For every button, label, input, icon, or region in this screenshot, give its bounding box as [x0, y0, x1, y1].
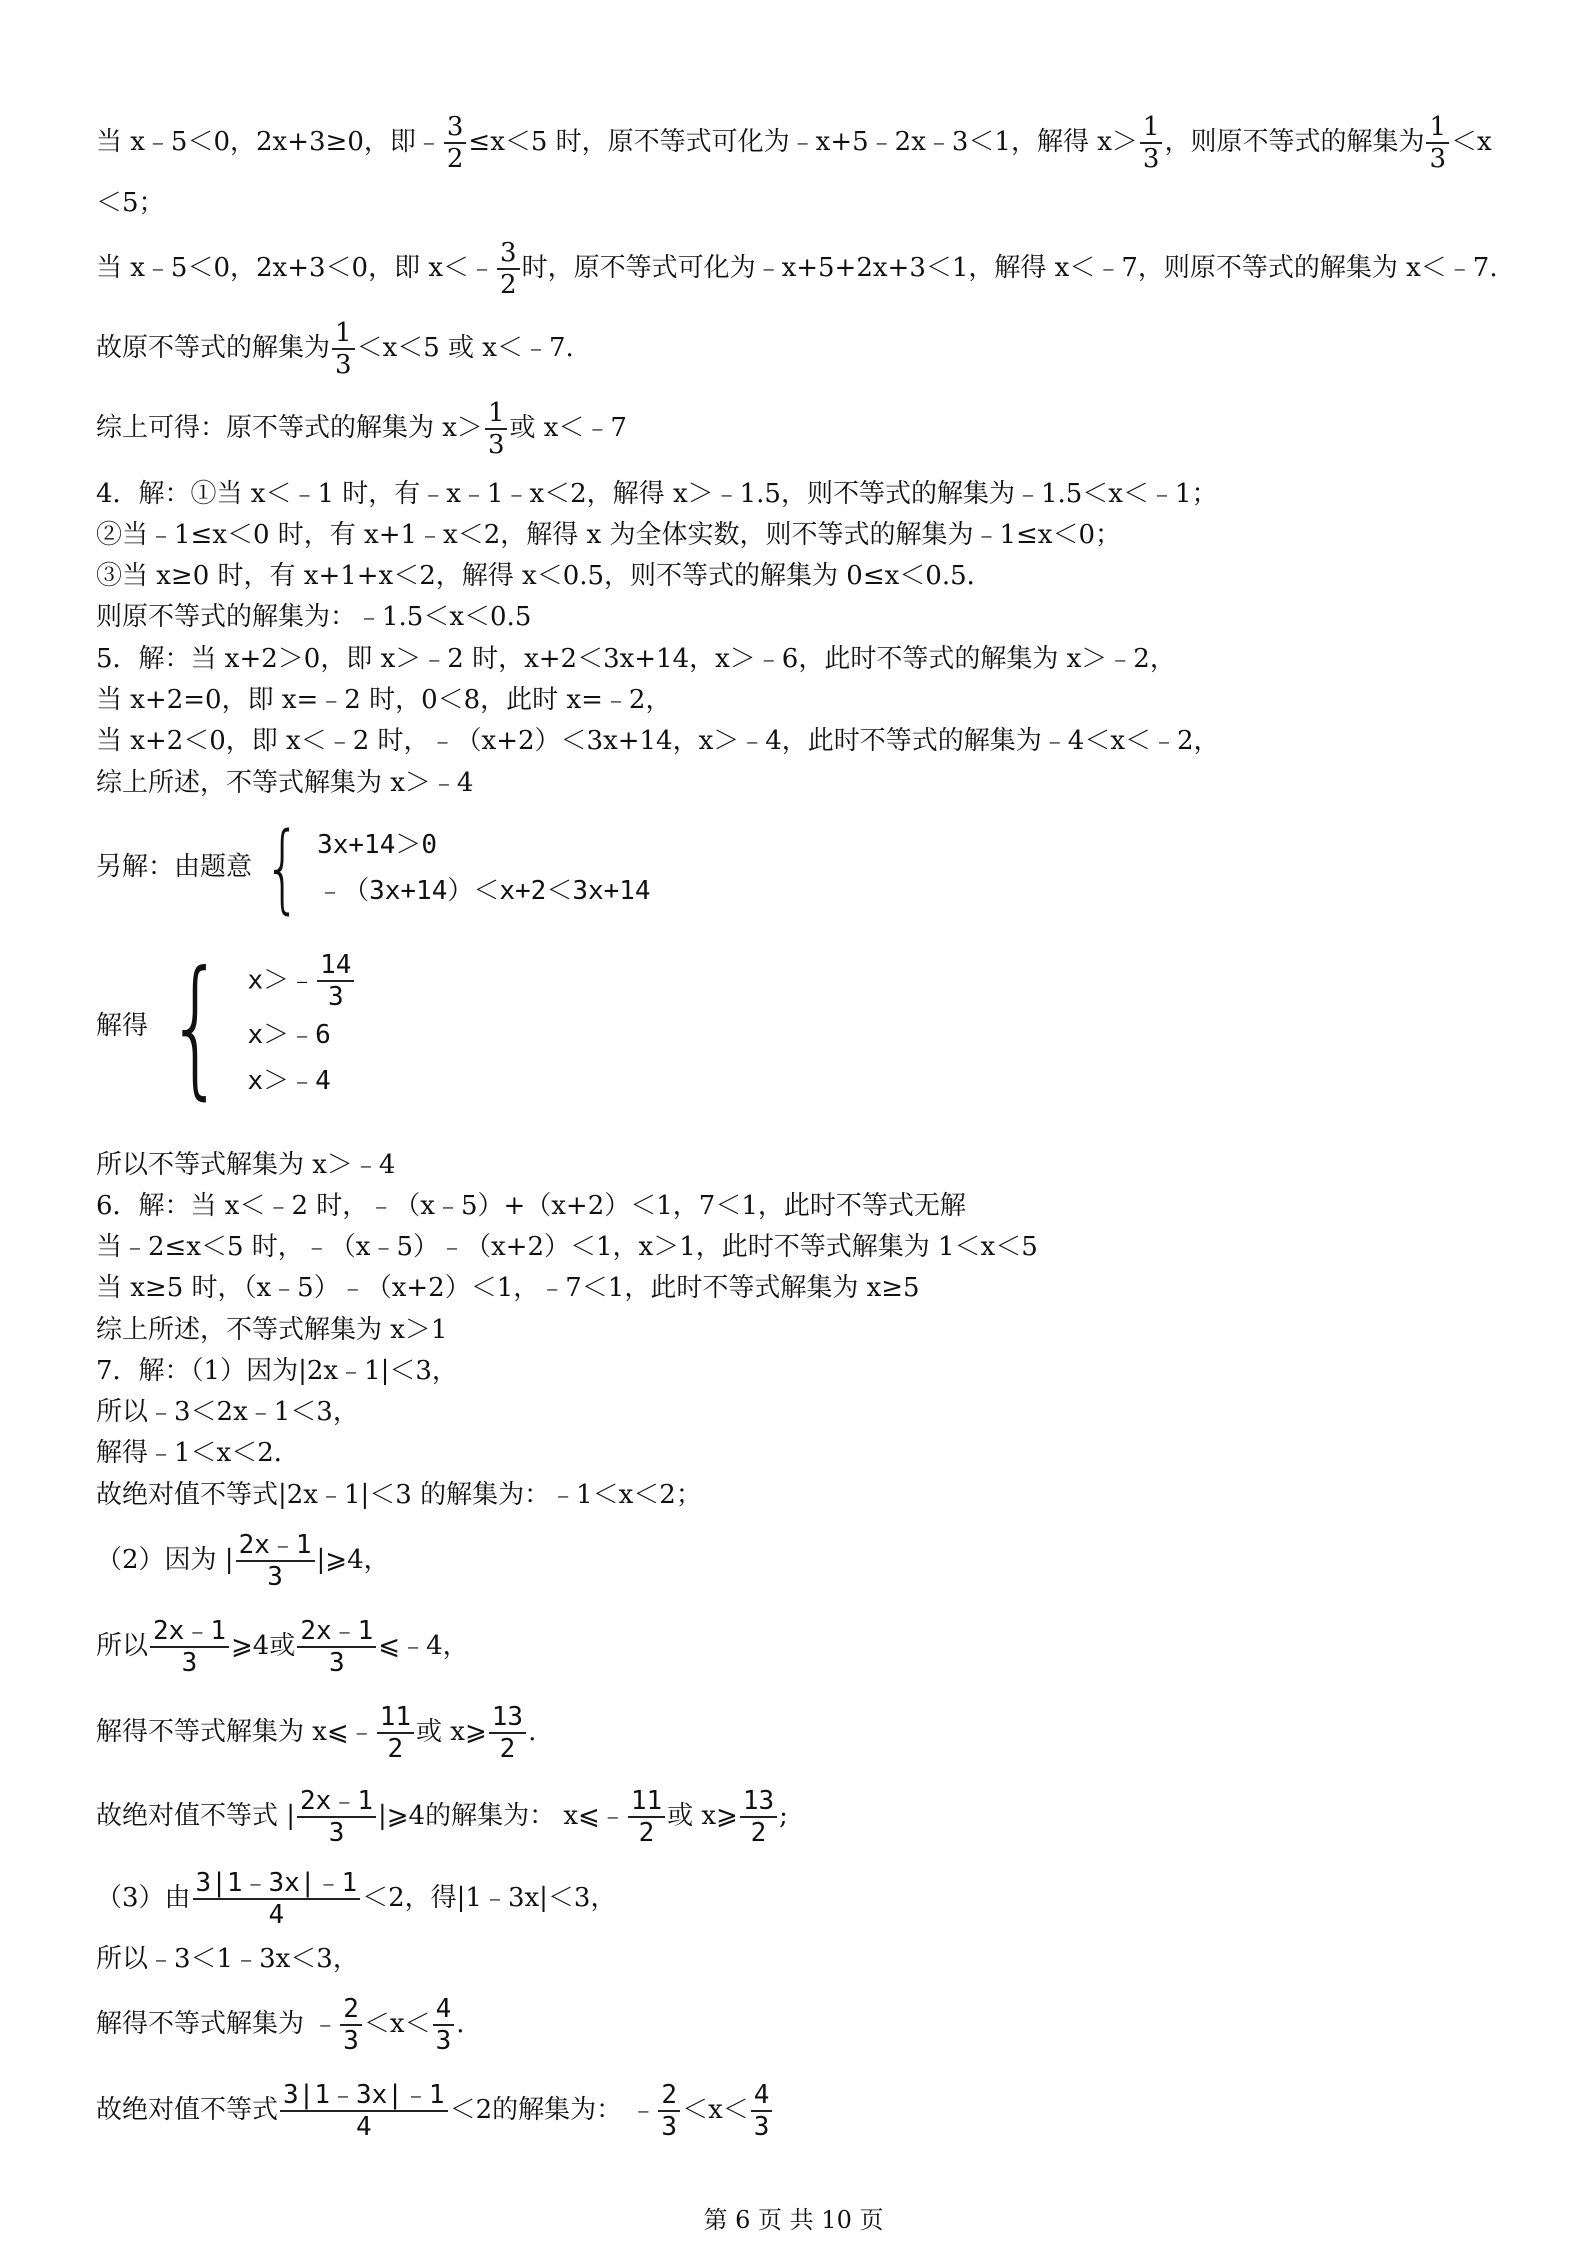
text-segment: 解得不等式解集为 x⩽﹣: [96, 1717, 375, 1747]
fraction: $\frac{1}{3}$: [1426, 112, 1449, 174]
solution-line: [96, 238, 1498, 300]
solution-line: 综上所述，不等式解集为 x＞1: [96, 1315, 448, 1345]
fraction: $\frac{1}{3}$: [1140, 112, 1163, 174]
fraction: $\frac{2}{3}$: [658, 2080, 680, 2142]
fraction: $\frac{1}{3}$: [485, 398, 508, 460]
text-segment: ＜x＜: [682, 2095, 749, 2125]
solution-line: ＜5；: [96, 188, 165, 218]
fraction: $\frac{4}{3}$: [751, 2080, 773, 2142]
solution-line: [96, 1868, 616, 1930]
text-segment: ＜x: [1451, 127, 1492, 157]
solution-line: [96, 1530, 390, 1592]
solution-line: 所以﹣3＜2x﹣1＜3，: [96, 1397, 359, 1427]
text-segment: .: [528, 1717, 537, 1747]
text-segment: 解得不等式解集为 ﹣: [96, 2009, 339, 2039]
text-segment: 解得: [96, 1011, 149, 1041]
fraction: $\frac{2x﹣1}{3}$: [297, 1786, 376, 1848]
solution-line: 所以﹣3＜1﹣3x＜3，: [96, 1944, 359, 1974]
text-segment: 故绝对值不等式: [96, 2095, 279, 2125]
solution-line: ③当 x≥0 时，有 x+1+x＜2，解得 x＜0.5，则不等式的解集为 0≤x＜0.5．: [96, 561, 993, 591]
text-segment: ＜x＜: [363, 2009, 431, 2039]
text-segment: ，则原不等式的解集为: [1164, 127, 1425, 157]
fraction: $\frac{3}{2}$: [444, 112, 467, 174]
solution-line: 当﹣2≤x＜5 时，﹣（x﹣5）﹣（x+2）＜1，x＞1，此时不等式解集为 1＜x＜5: [96, 1232, 1038, 1262]
text-segment: （2）因为 |: [96, 1545, 234, 1575]
text-segment: 所以: [96, 1631, 149, 1661]
page-number-footer: 第 6 页 共 10 页: [703, 2206, 884, 2234]
fraction: $\frac{2x﹣1}{3}$: [150, 1616, 229, 1678]
fraction: $\frac{11}{2}$: [377, 1702, 414, 1764]
left-brace-icon: {: [167, 940, 225, 1114]
fraction: $\frac{2x﹣1}{3}$: [236, 1530, 315, 1592]
solution-line: 当 x≥5 时，（x﹣5）﹣（x+2）＜1，﹣7＜1，此时不等式解集为 x≥5: [96, 1273, 920, 1303]
text-segment: （3）由: [96, 1883, 191, 1913]
text-segment: ≤x＜5 时，原不等式可化为﹣x+5﹣2x﹣3＜1，解得 x＞: [468, 127, 1138, 157]
text-segment: ;: [779, 1801, 788, 1831]
fraction: $\frac{13}{2}$: [489, 1702, 526, 1764]
solution-line: 5．解：当 x+2＞0，即 x＞﹣2 时，x+2＜3x+14，x＞﹣6，此时不等式的解集为 x＞﹣2，: [96, 644, 1176, 674]
system-row: x＞﹣6: [247, 1020, 331, 1050]
left-brace-icon: {: [264, 812, 301, 924]
text-segment: ＜2的解集为： ﹣: [449, 2095, 657, 2125]
text-segment: ⩽﹣4，: [378, 1631, 469, 1661]
solution-line: 4．解：①当 x＜﹣1 时，有﹣x﹣1﹣x＜2，解得 x＞﹣1.5，则不等式的解集为﹣1.5＜x＜﹣1；: [96, 479, 1218, 509]
equation-system: [96, 812, 651, 924]
equation-system: [96, 940, 356, 1114]
system-row: x＞﹣4: [247, 1066, 331, 1096]
solution-line: ②当﹣1≤x＜0 时，有 x+1﹣x＜2，解得 x 为全体实数，则不等式的解集为﹣1≤x＜0；: [96, 520, 1121, 550]
text-segment: ＜2，得|1﹣3x|＜3，: [362, 1883, 617, 1913]
text-segment: 或 x＜﹣7: [509, 413, 627, 443]
text-segment: 故原不等式的解集为: [96, 333, 331, 363]
text-segment: |⩾4的解集为： x⩽﹣: [378, 1801, 626, 1831]
solution-line: [96, 318, 574, 380]
fraction: $\frac{13}{2}$: [740, 1786, 777, 1848]
solution-line: [96, 112, 1492, 174]
fraction: $\frac{3}{2}$: [497, 238, 520, 300]
text-segment: ⩾4或: [230, 1631, 296, 1661]
fraction: $\frac{2}{3}$: [340, 1994, 362, 2056]
fraction: $\frac{4}{3}$: [433, 1994, 455, 2056]
fraction: $\frac{2x﹣1}{3}$: [297, 1616, 376, 1678]
solution-line: 当 x+2=0，即 x=﹣2 时，0＜8，此时 x=﹣2，: [96, 685, 672, 715]
solution-line: 则原不等式的解集为：﹣1.5＜x＜0.5: [96, 602, 532, 632]
system-row: x＞﹣ $\frac{14}{3}$: [247, 950, 356, 1012]
text-segment: 时，原不等式可化为﹣x+5+2x+3＜1，解得 x＜﹣7，则原不等式的解集为 x＜﹣7.: [521, 253, 1498, 283]
fraction: $\frac{3|1﹣3x|﹣1}{4}$: [280, 2080, 448, 2142]
text-segment: |⩾4，: [316, 1545, 390, 1575]
solution-line: [96, 1786, 788, 1848]
solution-line: [96, 1616, 469, 1678]
text-segment: 综上可得：原不等式的解集为 x＞: [96, 413, 483, 443]
solution-line: 故绝对值不等式|2x﹣1|＜3 的解集为：﹣1＜x＜2；: [96, 1480, 702, 1510]
system-row: ﹣（3x+14）＜x+2＜3x+14: [317, 876, 651, 906]
system-row: 3x+14＞0: [317, 830, 438, 860]
text-segment: 或 x⩾: [416, 1717, 487, 1747]
solution-line: 6．解：当 x＜﹣2 时，﹣（x﹣5）+（x+2）＜1，7＜1，此时不等式无解: [96, 1191, 966, 1221]
solution-line: 综上所述，不等式解集为 x＞﹣4: [96, 768, 474, 798]
text-segment: .: [456, 2009, 465, 2039]
solution-line: [96, 2080, 774, 2142]
fraction: $\frac{11}{2}$: [628, 1786, 665, 1848]
brace-group: [252, 812, 651, 924]
solution-line: [96, 398, 627, 460]
text-segment: 当 x﹣5＜0，2x+3＜0，即 x＜﹣: [96, 253, 496, 283]
solution-line: 解得﹣1＜x＜2．: [96, 1438, 300, 1468]
fraction: $\frac{14}{3}$: [317, 950, 354, 1012]
text-segment: ＜x＜5 或 x＜﹣7.: [356, 333, 574, 363]
solution-line: 当 x+2＜0，即 x＜﹣2 时，﹣（x+2）＜3x+14，x＞﹣4，此时不等式的解集为﹣4＜x＜﹣2，: [96, 726, 1220, 756]
text-segment: 故绝对值不等式 |: [96, 1801, 296, 1831]
text-segment: 当 x﹣5＜0，2x+3≥0，即﹣: [96, 127, 442, 157]
solution-line: 所以不等式解集为 x＞﹣4: [96, 1150, 396, 1180]
text-segment: 或 x⩾: [667, 1801, 738, 1831]
fraction: $\frac{1}{3}$: [332, 318, 355, 380]
solution-line: 7．解：（1）因为|2x﹣1|＜3，: [96, 1356, 458, 1386]
text-segment: 另解：由题意: [96, 852, 253, 882]
brace-group: [148, 940, 356, 1114]
solution-line: [96, 1702, 536, 1764]
solution-line: [96, 1994, 465, 2056]
fraction: $\frac{3|1﹣3x|﹣1}{4}$: [193, 1868, 361, 1930]
